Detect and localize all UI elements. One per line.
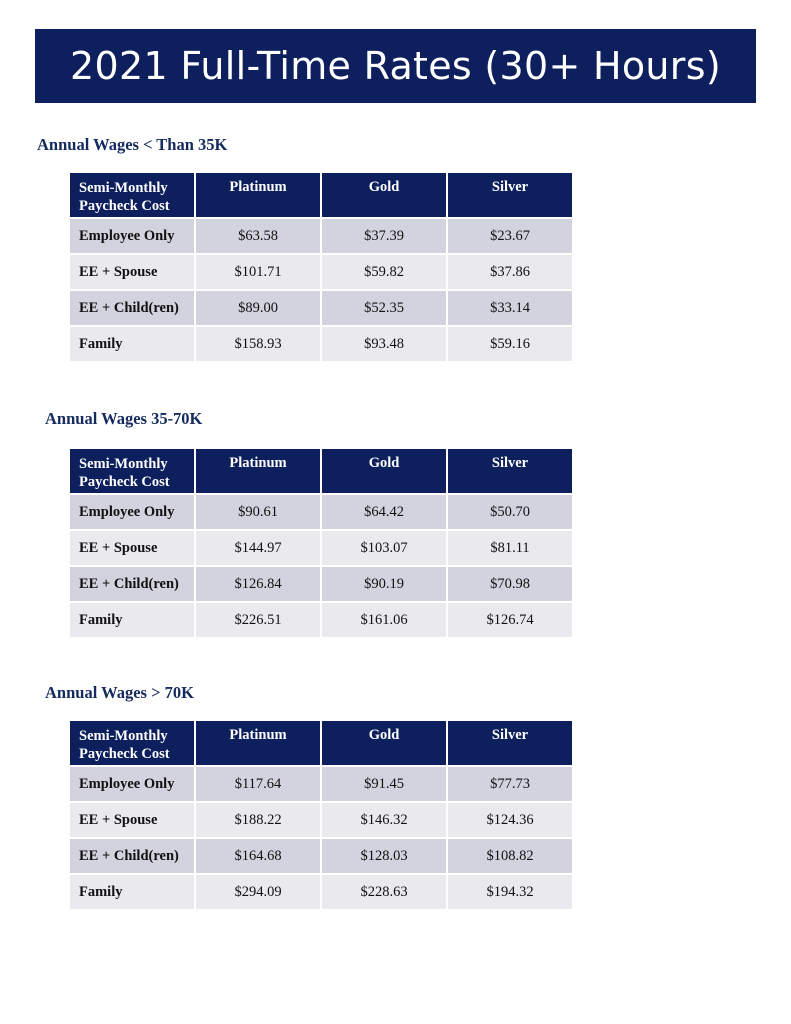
plan-header-gold: Gold: [322, 173, 448, 219]
rate-cell-silver: $77.73: [448, 767, 572, 803]
rate-cell-platinum: $89.00: [196, 291, 322, 327]
rate-cell-platinum: $117.64: [196, 767, 322, 803]
rate-cell-gold: $90.19: [322, 567, 448, 603]
table-header-row: [70, 449, 572, 495]
plan-header-gold: Gold: [322, 449, 448, 495]
rate-cell-gold: $146.32: [322, 803, 448, 839]
row-label-family: Family: [70, 875, 196, 911]
page-title: 2021 Full-Time Rates (30+ Hours): [70, 44, 721, 88]
rates-table-over-70k: [70, 721, 572, 911]
rate-cell-gold: $103.07: [322, 531, 448, 567]
table-header-row: [70, 173, 572, 219]
row-label-family: Family: [70, 603, 196, 639]
rate-cell-platinum: $126.84: [196, 567, 322, 603]
rate-cell-gold: $64.42: [322, 495, 448, 531]
plan-header-gold: Gold: [322, 721, 448, 767]
section-heading-over-70k: Annual Wages > 70K: [45, 683, 194, 702]
row-label-ee-spouse: EE + Spouse: [70, 531, 196, 567]
rate-cell-silver: $126.74: [448, 603, 572, 639]
rates-table-35-70k: [70, 449, 572, 639]
plan-header-silver: Silver: [448, 721, 572, 767]
rate-cell-platinum: $294.09: [196, 875, 322, 911]
corner-label-line1: Semi-Monthly: [79, 456, 168, 472]
rate-cell-silver: $50.70: [448, 495, 572, 531]
corner-header-cell: [70, 721, 196, 767]
table-row: [70, 603, 572, 639]
table-row: [70, 219, 572, 255]
plan-header-silver: Silver: [448, 449, 572, 495]
rate-cell-platinum: $63.58: [196, 219, 322, 255]
rate-cell-gold: $161.06: [322, 603, 448, 639]
rate-cell-silver: $33.14: [448, 291, 572, 327]
rate-cell-platinum: $158.93: [196, 327, 322, 363]
table-header-row: [70, 721, 572, 767]
rate-cell-silver: $81.11: [448, 531, 572, 567]
table-row: [70, 531, 572, 567]
rate-cell-platinum: $101.71: [196, 255, 322, 291]
table-row: [70, 767, 572, 803]
plan-header-platinum: Platinum: [196, 449, 322, 495]
rate-cell-gold: $91.45: [322, 767, 448, 803]
row-label-family: Family: [70, 327, 196, 363]
rate-cell-gold: $228.63: [322, 875, 448, 911]
rate-cell-silver: $124.36: [448, 803, 572, 839]
row-label-ee-spouse: EE + Spouse: [70, 803, 196, 839]
rate-cell-gold: $52.35: [322, 291, 448, 327]
rates-table-under-35k: [70, 173, 572, 363]
table-row: [70, 803, 572, 839]
rate-cell-gold: $128.03: [322, 839, 448, 875]
table-row: [70, 327, 572, 363]
table-row: [70, 567, 572, 603]
plan-header-platinum: Platinum: [196, 173, 322, 219]
rate-cell-silver: $23.67: [448, 219, 572, 255]
rate-cell-platinum: $90.61: [196, 495, 322, 531]
corner-header-cell: [70, 173, 196, 219]
row-label-employee-only: Employee Only: [70, 495, 196, 531]
rate-cell-gold: $37.39: [322, 219, 448, 255]
title-banner: [35, 29, 756, 103]
rate-cell-silver: $59.16: [448, 327, 572, 363]
rate-cell-silver: $194.32: [448, 875, 572, 911]
rate-cell-platinum: $164.68: [196, 839, 322, 875]
row-label-ee-spouse: EE + Spouse: [70, 255, 196, 291]
row-label-employee-only: Employee Only: [70, 767, 196, 803]
row-label-ee-children: EE + Child(ren): [70, 291, 196, 327]
corner-header-cell: [70, 449, 196, 495]
rate-cell-silver: $70.98: [448, 567, 572, 603]
section-heading-under-35k: Annual Wages < Than 35K: [37, 135, 228, 154]
rate-cell-platinum: $188.22: [196, 803, 322, 839]
rate-cell-gold: $93.48: [322, 327, 448, 363]
corner-label-line2: Paycheck Cost: [79, 198, 170, 214]
table-row: [70, 839, 572, 875]
rate-cell-silver: $37.86: [448, 255, 572, 291]
corner-label-line2: Paycheck Cost: [79, 746, 170, 762]
plan-header-platinum: Platinum: [196, 721, 322, 767]
table-row: [70, 495, 572, 531]
table-row: [70, 255, 572, 291]
corner-label-line1: Semi-Monthly: [79, 180, 168, 196]
plan-header-silver: Silver: [448, 173, 572, 219]
rate-cell-platinum: $144.97: [196, 531, 322, 567]
rate-cell-gold: $59.82: [322, 255, 448, 291]
rate-cell-platinum: $226.51: [196, 603, 322, 639]
row-label-ee-children: EE + Child(ren): [70, 839, 196, 875]
table-row: [70, 291, 572, 327]
corner-label-line2: Paycheck Cost: [79, 474, 170, 490]
table-row: [70, 875, 572, 911]
row-label-ee-children: EE + Child(ren): [70, 567, 196, 603]
row-label-employee-only: Employee Only: [70, 219, 196, 255]
rate-cell-silver: $108.82: [448, 839, 572, 875]
section-heading-35-70k: Annual Wages 35-70K: [45, 409, 203, 428]
corner-label-line1: Semi-Monthly: [79, 728, 168, 744]
